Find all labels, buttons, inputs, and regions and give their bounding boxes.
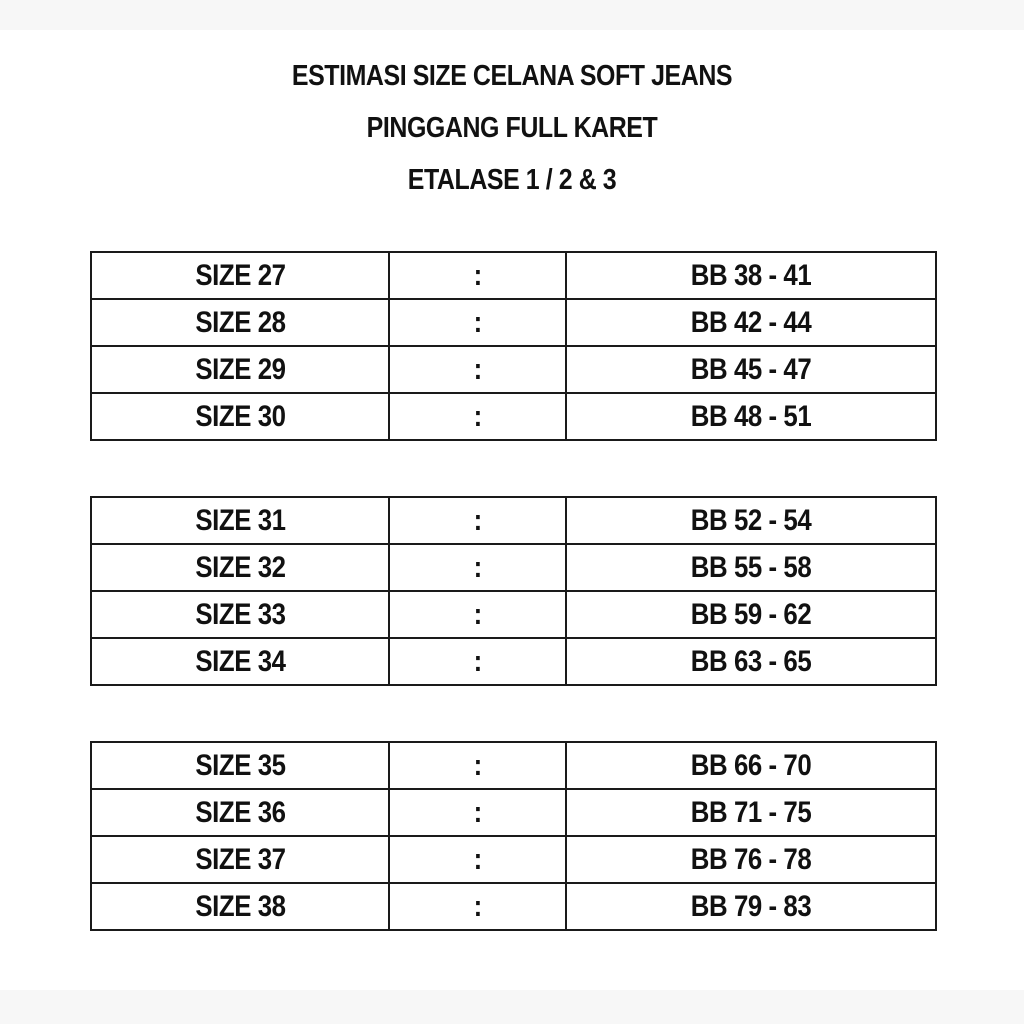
size-table-group-2: [90, 496, 937, 686]
table-row: [91, 497, 936, 544]
weight-range-cell: [566, 544, 936, 591]
weight-range-label: BB 38 - 41: [690, 258, 812, 292]
size-label: SIZE 36: [194, 795, 286, 829]
separator-label: :: [473, 889, 482, 923]
separator-cell: [389, 742, 566, 789]
table-row: [91, 883, 936, 930]
page-subtitle: PINGGANG FULL KARET: [366, 112, 658, 144]
table-row: [91, 252, 936, 299]
table-row: [91, 544, 936, 591]
weight-range-label: BB 76 - 78: [690, 842, 812, 876]
separator-label: :: [473, 644, 482, 678]
weight-range-cell: [566, 299, 936, 346]
separator-label: :: [473, 842, 482, 876]
size-cell: [91, 836, 389, 883]
separator-label: :: [473, 503, 482, 537]
table-row: [91, 346, 936, 393]
size-label: SIZE 30: [194, 399, 286, 433]
size-cell: [91, 591, 389, 638]
table-row: [91, 393, 936, 440]
size-label: SIZE 29: [194, 352, 286, 386]
size-cell: [91, 299, 389, 346]
weight-range-label: BB 66 - 70: [690, 748, 812, 782]
size-table-group-1: [90, 251, 937, 441]
page-header: [0, 62, 1024, 218]
separator-cell: [389, 638, 566, 685]
page-title: ESTIMASI SIZE CELANA SOFT JEANS: [291, 60, 733, 92]
size-label: SIZE 34: [194, 644, 286, 678]
separator-cell: [389, 591, 566, 638]
size-cell: [91, 346, 389, 393]
page-etalase-label: ETALASE 1 / 2 & 3: [407, 164, 617, 196]
weight-range-cell: [566, 497, 936, 544]
separator-cell: [389, 346, 566, 393]
table-row: [91, 299, 936, 346]
separator-cell: [389, 836, 566, 883]
separator-cell: [389, 883, 566, 930]
separator-cell: [389, 544, 566, 591]
separator-cell: [389, 497, 566, 544]
weight-range-label: BB 55 - 58: [690, 550, 812, 584]
separator-label: :: [473, 748, 482, 782]
size-table-group-3: [90, 741, 937, 931]
weight-range-cell: [566, 252, 936, 299]
weight-range-label: BB 59 - 62: [690, 597, 812, 631]
size-cell: [91, 393, 389, 440]
weight-range-cell: [566, 742, 936, 789]
weight-range-cell: [566, 393, 936, 440]
separator-label: :: [473, 597, 482, 631]
weight-range-label: BB 79 - 83: [690, 889, 812, 923]
size-cell: [91, 789, 389, 836]
weight-range-label: BB 45 - 47: [690, 352, 812, 386]
table-row: [91, 638, 936, 685]
weight-range-label: BB 63 - 65: [690, 644, 812, 678]
separator-label: :: [473, 795, 482, 829]
weight-range-cell: [566, 836, 936, 883]
size-label: SIZE 35: [194, 748, 286, 782]
weight-range-cell: [566, 883, 936, 930]
separator-cell: [389, 789, 566, 836]
size-label: SIZE 38: [194, 889, 286, 923]
weight-range-label: BB 52 - 54: [690, 503, 812, 537]
table-row: [91, 591, 936, 638]
size-cell: [91, 638, 389, 685]
weight-range-label: BB 48 - 51: [690, 399, 812, 433]
separator-label: :: [473, 399, 482, 433]
weight-range-label: BB 71 - 75: [690, 795, 812, 829]
size-cell: [91, 544, 389, 591]
size-cell: [91, 883, 389, 930]
size-label: SIZE 28: [194, 305, 286, 339]
weight-range-label: BB 42 - 44: [690, 305, 812, 339]
size-cell: [91, 497, 389, 544]
size-label: SIZE 33: [194, 597, 286, 631]
separator-label: :: [473, 550, 482, 584]
size-cell: [91, 252, 389, 299]
separator-label: :: [473, 305, 482, 339]
separator-label: :: [473, 258, 482, 292]
separator-cell: [389, 299, 566, 346]
size-cell: [91, 742, 389, 789]
weight-range-cell: [566, 591, 936, 638]
table-row: [91, 836, 936, 883]
size-label: SIZE 27: [194, 258, 286, 292]
separator-cell: [389, 393, 566, 440]
weight-range-cell: [566, 638, 936, 685]
size-label: SIZE 31: [194, 503, 286, 537]
weight-range-cell: [566, 346, 936, 393]
table-row: [91, 742, 936, 789]
separator-cell: [389, 252, 566, 299]
size-label: SIZE 37: [194, 842, 286, 876]
size-label: SIZE 32: [194, 550, 286, 584]
weight-range-cell: [566, 789, 936, 836]
table-row: [91, 789, 936, 836]
separator-label: :: [473, 352, 482, 386]
